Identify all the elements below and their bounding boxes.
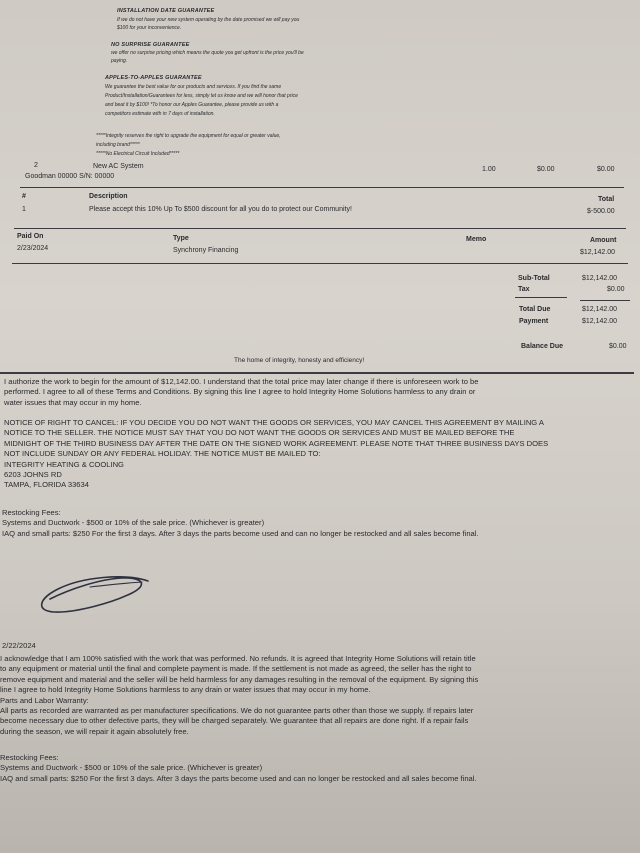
discount-col-description: Description xyxy=(89,193,128,200)
authorization-text xyxy=(4,377,478,408)
install-guarantee-line: $100 for your inconvenience. xyxy=(117,25,182,31)
restocking-line: IAQ and small parts: $250 For the first 3 days. After 3 days the parts become used and can no longer be restocked and all sales become final. xyxy=(2,528,479,538)
warranty-line: become necessary due to other defective parts, they will be charged separately. We guarantee that all repairs are done right. If a repair fails xyxy=(0,716,469,726)
company-tagline: The home of integrity, honesty and efficiency! xyxy=(234,357,365,364)
total-due-label: Total Due xyxy=(519,306,551,313)
restocking-title: Restocking Fees: xyxy=(2,508,61,517)
balance-due-label: Balance Due xyxy=(521,343,564,350)
install-guarantee-title: INSTALLATION DATE GUARANTEE xyxy=(117,8,215,14)
equipment-qty: 2 xyxy=(34,162,38,169)
discount-row-number: 1 xyxy=(22,206,26,213)
restocking-line: Systems and Ductwork - $500 or 10% of the sale price. (Whichever is greater) xyxy=(2,518,265,528)
authorization-line: performed. I agree to all of these Terms and Conditions. By signing this line I agree to hold Integrity Home Solutions harmless to any drain or xyxy=(4,387,476,397)
divider xyxy=(580,300,630,301)
surprise-guarantee-title: NO SURPRISE GUARANTEE xyxy=(111,42,190,48)
electrical-note-line: *****No Electrical Circuit Included***** xyxy=(96,151,180,157)
authorization-line: I authorize the work to begin for the amount of $12,142.00. I understand that the total price may later change if there is unforeseen work to be xyxy=(4,377,479,386)
equipment-quantity: 1.00 xyxy=(482,166,496,173)
satisfaction-line: remove equipment and material and the seller will be held harmless for any damages resulting in the removal of the equipment. By signing this xyxy=(0,674,479,684)
tax-value: $0.00 xyxy=(607,286,625,293)
authorization-line: water issues that may occur in my home. xyxy=(4,397,142,407)
signature-date: 2/22/2024 xyxy=(2,641,36,650)
subtotal-label: Sub-Total xyxy=(518,275,550,282)
customer-signature xyxy=(30,565,170,625)
payment-type: Synchrony Financing xyxy=(173,247,239,254)
warranty-title: Parts and Labor Warranty: xyxy=(0,695,89,705)
apples-guarantee-line: and beat it by $100! *To honor our Apples Guarantee, please provide us with a xyxy=(105,102,279,108)
restocking-line: Systems and Ductwork - $500 or 10% of the sale price. (Whichever is greater) xyxy=(0,763,263,773)
payment-amount: $12,142.00 xyxy=(580,249,616,256)
apples-guarantee-line: competitors estimate with in 7 days of installation. xyxy=(105,111,215,117)
restocking-title: Restocking Fees: xyxy=(0,753,59,762)
company-city: TAMPA, FLORIDA 33634 xyxy=(4,480,89,490)
tax-label: Tax xyxy=(518,286,530,293)
warranty-line: during the season, we will repair it again absolutely free. xyxy=(0,726,189,736)
restocking-fees xyxy=(2,508,479,539)
payment-col-amount: Amount xyxy=(590,237,617,244)
subtotal-value: $12,142.00 xyxy=(582,275,618,282)
surprise-guarantee-line: paying. xyxy=(111,58,128,64)
equipment-model: Goodman 00000 S/N: 00000 xyxy=(25,173,115,180)
divider xyxy=(12,263,628,264)
divider xyxy=(20,187,624,188)
cancel-notice-line: MIDNIGHT OF THE THIRD BUSINESS DAY AFTER THE DATE ON THE SIGNED WORK AGREEMENT. PLEASE NOTE THAT THREE BUSINESS DAYS DOES xyxy=(4,438,549,448)
payment-col-type: Type xyxy=(173,235,189,242)
apples-guarantee-title: APPLES-TO-APPLES GUARANTEE xyxy=(105,75,202,81)
satisfaction-line: to any equipment or material until the final and complete payment is made. If the settlement is not made as agreed, the seller has the right to xyxy=(0,664,472,674)
balance-due-value: $0.00 xyxy=(609,343,627,350)
restocking-line: IAQ and small parts: $250 For the first 3 days. After 3 days the parts become used and can no longer be restocked and all sales become final. xyxy=(0,773,477,783)
equipment-note-line: including brand***** xyxy=(96,142,140,148)
company-street: 6203 JOHNS RD xyxy=(4,470,62,480)
payment-col-memo: Memo xyxy=(466,236,487,243)
divider xyxy=(0,372,634,374)
apples-guarantee-line: Product/Installation/Guarantees for less, simply let us know and we will honor that price xyxy=(105,93,298,99)
divider xyxy=(14,228,626,229)
payment-value: $12,142.00 xyxy=(582,318,618,325)
apples-guarantee-line: We guarantee the best value for our products and services. If you find the same xyxy=(105,84,282,90)
equipment-rate: $0.00 xyxy=(537,166,555,173)
surprise-guarantee-line: we offer no surprise pricing which means the quote you get upfront is the price you'll be xyxy=(111,50,304,56)
satisfaction-line: line I agree to hold Integrity Home Solutions harmless to any drain or water issues that may occur in my home. xyxy=(0,685,371,695)
equipment-name: New AC System xyxy=(93,163,144,170)
discount-row-description: Please accept this 10% Up To $500 discount for all you do to protect our Community! xyxy=(89,206,352,213)
cancel-notice-line: NOTICE OF RIGHT TO CANCEL: IF YOU DECIDE YOU DO NOT WANT THE GOODS OR SERVICES, YOU MAY CANCEL THIS AGREEMENT BY MAILING A xyxy=(4,418,544,427)
discount-col-number: # xyxy=(22,193,26,200)
payment-col-paid-on: Paid On xyxy=(17,233,44,240)
right-to-cancel-notice xyxy=(4,418,548,491)
company-name: INTEGRITY HEATING & COOLING xyxy=(4,459,124,469)
total-due-value: $12,142.00 xyxy=(582,306,618,313)
discount-col-total: Total xyxy=(598,196,615,203)
install-guarantee-line: If we do not have your new system operating by the date promised we will pay you xyxy=(117,17,300,23)
equipment-note-line: *****Integrity reserves the right to upgrade the equipment for equal or greater value, xyxy=(96,133,281,139)
satisfaction-and-warranty xyxy=(0,654,478,737)
warranty-line: All parts as recorded are warranted as per manufacturer specifications. We do not guarantee parts other than those we supply. If repairs later xyxy=(0,706,474,716)
payment-date: 2/23/2024 xyxy=(17,245,49,252)
discount-row-total: $-500.00 xyxy=(587,208,615,215)
cancel-notice-line: NOTICE TO THE SELLER. THE NOTICE MUST SAY THAT YOU DO NOT WANT THE GOODS OR SERVICES AND MUST BE MAILED BEFORE THE xyxy=(4,428,515,438)
divider xyxy=(515,297,567,298)
equipment-total: $0.00 xyxy=(597,166,615,173)
satisfaction-line: I acknowledge that I am 100% satisfied with the work that was performed. No refunds. It is agreed that Integrity Home Solutions will retain title xyxy=(0,654,476,663)
restocking-fees-repeat xyxy=(0,753,477,784)
cancel-notice-line: NOT INCLUDE SUNDAY OR ANY FEDERAL HOLIDAY. THE NOTICE MUST BE MAILED TO: xyxy=(4,449,321,459)
payment-label: Payment xyxy=(519,318,549,325)
